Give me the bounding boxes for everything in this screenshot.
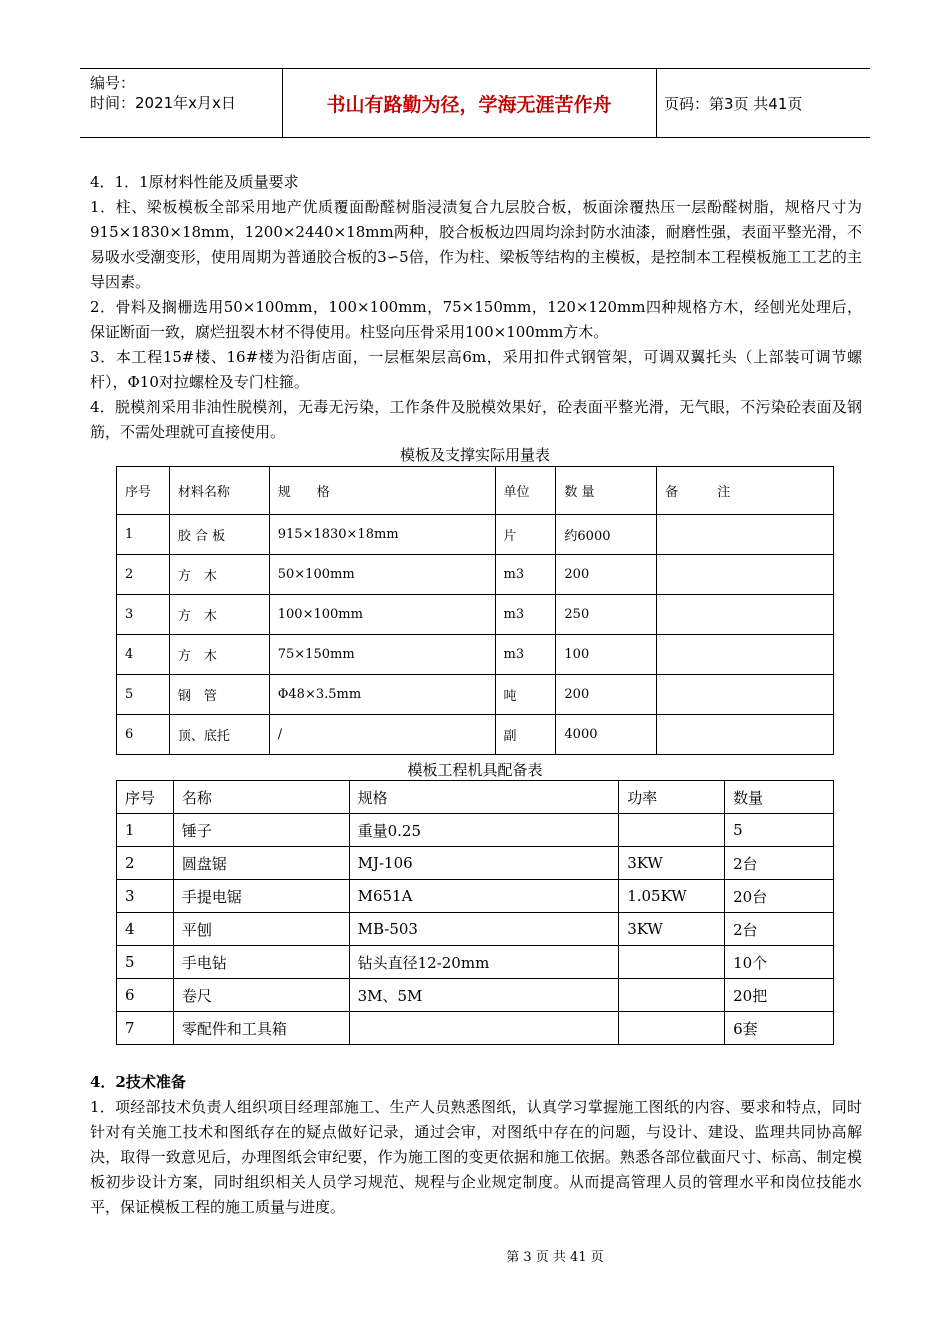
table-cell: 100 (556, 635, 657, 675)
header-cell: 规 格 (269, 467, 495, 515)
paragraph-2: 2．骨料及搁栅选用50×100mm，100×100mm，75×150mm，120×120mm四种规格方木，经刨光处理后，保证断面一致，腐烂扭裂木材不得使用。柱竖向压骨采用100×100mm方木。 (90, 298, 862, 341)
header-cell: 材料名称 (169, 467, 269, 515)
table-cell: 5 (117, 946, 174, 979)
table-row (117, 979, 834, 1012)
table-cell (349, 1012, 619, 1045)
section-heading-411: 4．1．1原材料性能及质量要求 (90, 173, 299, 191)
table-cell: 副 (495, 715, 556, 755)
table-cell: 方 木 (169, 595, 269, 635)
table-cell: 重量0.25 (349, 814, 619, 847)
table-cell: m3 (495, 635, 556, 675)
header-meta (80, 69, 283, 137)
table-cell (619, 814, 725, 847)
header-cell: 单位 (495, 467, 556, 515)
table-row (117, 675, 834, 715)
header-cell: 序号 (117, 781, 174, 814)
header-cell: 规格 (349, 781, 619, 814)
table-cell: / (269, 715, 495, 755)
table-cell: 吨 (495, 675, 556, 715)
page-header (80, 68, 870, 138)
table-row (117, 847, 834, 880)
table-cell: 200 (556, 555, 657, 595)
table-cell: 5 (117, 675, 170, 715)
table-row (117, 880, 834, 913)
section-heading-42: 4．2技术准备 (90, 1073, 186, 1091)
table-cell: 片 (495, 515, 556, 555)
table-cell: 3M、5M (349, 979, 619, 1012)
table-cell: M651A (349, 880, 619, 913)
table-cell (657, 675, 834, 715)
table1-title: 模板及支撑实际用量表 (399, 446, 550, 464)
header-cell: 功率 (619, 781, 725, 814)
header-cell: 备 注 (657, 467, 834, 515)
table-cell: 100×100mm (269, 595, 495, 635)
table-cell: 顶、底托 (169, 715, 269, 755)
table-cell: m3 (495, 595, 556, 635)
header-page-label: 页码：第3页 共41页 (664, 95, 803, 113)
table-cell: 4 (117, 635, 170, 675)
table-cell: 3KW (619, 847, 725, 880)
table-cell (657, 555, 834, 595)
table-cell: 3KW (619, 913, 725, 946)
table-cell: 圆盘锯 (173, 847, 349, 880)
table-cell: 胶 合 板 (169, 515, 269, 555)
table-row (117, 946, 834, 979)
table-cell: m3 (495, 555, 556, 595)
table-cell: 2 (117, 555, 170, 595)
table-cell: 手提电锯 (173, 880, 349, 913)
table-cell: 手电钻 (173, 946, 349, 979)
table-cell (657, 635, 834, 675)
table-cell: 1.05KW (619, 880, 725, 913)
header-cell: 序号 (117, 467, 170, 515)
paragraph-5: 1．项经部技术负责人组织项目经理部施工、生产人员熟悉图纸，认真学习掌握施工图纸的内容、要求和特点，同时针对有关施工技术和图纸存在的疑点做好记录，通过会审，对图纸中存在的问题，与设计、建设、监理共同协高解决，取得一致意见后，办理图纸会审纪要，作为施工图的变更依据和施工依据。熟悉各部位截面尺寸、标高、制定模板初步设计方案，同时组织相关人员学习规范、规程与企业规定制度。从而提高管理人员的管理水平和岗位技能水平，保证模板工程的施工质量与进度。 (90, 1098, 862, 1216)
header-cell: 名称 (173, 781, 349, 814)
table-cell: 75×150mm (269, 635, 495, 675)
table-cell: MJ-106 (349, 847, 619, 880)
table-cell: 4000 (556, 715, 657, 755)
table-cell: 4 (117, 913, 174, 946)
table-cell: 5 (725, 814, 834, 847)
header-cell: 数量 (725, 781, 834, 814)
table2-title: 模板工程机具配备表 (407, 761, 543, 779)
table-cell: 卷尺 (173, 979, 349, 1012)
table-cell: 7 (117, 1012, 174, 1045)
table-cell: 250 (556, 595, 657, 635)
table-cell: 6 (117, 715, 170, 755)
table-cell (657, 515, 834, 555)
table-cell: 平刨 (173, 913, 349, 946)
table-cell: 200 (556, 675, 657, 715)
time-label: 时间：2021年x月x日 (90, 94, 236, 112)
table-header-row (117, 781, 834, 814)
table-cell: 钻头直径12-20mm (349, 946, 619, 979)
table-cell: 10个 (725, 946, 834, 979)
paragraph-3: 3．本工程15#楼、16#楼为沿街店面，一层框架层高6m，采用扣件式钢管架，可调双翼托头（上部装可调节螺杆），Φ10对拉螺栓及专门柱箍。 (90, 348, 862, 391)
table-cell (657, 715, 834, 755)
table-cell: 方 木 (169, 555, 269, 595)
table-cell: 约6000 (556, 515, 657, 555)
table-cell (619, 979, 725, 1012)
table-header-row (117, 467, 834, 515)
page-footer: 第 3 页 共 41 页 (506, 1250, 604, 1265)
header-cell: 数 量 (556, 467, 657, 515)
table-cell: 零配件和工具箱 (173, 1012, 349, 1045)
materials-table (116, 466, 834, 755)
table-cell (619, 946, 725, 979)
table-cell: 6 (117, 979, 174, 1012)
header-motto: 书山有路勤为径，学海无涯苦作舟 (282, 69, 657, 137)
table-cell: 2台 (725, 913, 834, 946)
table-cell: 2台 (725, 847, 834, 880)
table-cell: 钢 管 (169, 675, 269, 715)
table-cell (657, 595, 834, 635)
table-cell: 3 (117, 595, 170, 635)
table-cell: 1 (117, 515, 170, 555)
table-cell: 1 (117, 814, 174, 847)
table-cell: 6套 (725, 1012, 834, 1045)
table-row (117, 1012, 834, 1045)
paragraph-1: 1．柱、梁板模板全部采用地产优质覆面酚醛树脂浸渍复合九层胶合板，板面涂覆热压一层酚醛树脂，规格尺寸为915×1830×18mm，1200×2440×18mm两种，胶合板板边四周均涂封防水油漆，耐磨性强，表面平整光滑，不易吸水受潮变形，使用周期为普通胶合板的3∽5倍，作为柱、梁板等结构的主模板，是控制本工程模板施工工艺的主导因素。 (90, 198, 862, 291)
table-cell: 2 (117, 847, 174, 880)
table-cell: 915×1830×18mm (269, 515, 495, 555)
tools-table (116, 780, 834, 1045)
table-row (117, 595, 834, 635)
table-row (117, 913, 834, 946)
table-cell: MB-503 (349, 913, 619, 946)
table-cell: 3 (117, 880, 174, 913)
table-cell: 20把 (725, 979, 834, 1012)
table-row (117, 715, 834, 755)
table-cell: 50×100mm (269, 555, 495, 595)
table-cell (619, 1012, 725, 1045)
table-row (117, 515, 834, 555)
table-row (117, 555, 834, 595)
table-row (117, 814, 834, 847)
table-cell: Φ48×3.5mm (269, 675, 495, 715)
table-cell: 方 木 (169, 635, 269, 675)
table-cell: 锤子 (173, 814, 349, 847)
paragraph-4: 4．脱模剂采用非油性脱模剂，无毒无污染，工作条件及脱模效果好，砼表面平整光滑，无气眼，不污染砼表面及钢筋，不需处理就可直接使用。 (90, 398, 862, 441)
number-label: 编号： (90, 74, 136, 92)
table-row (117, 635, 834, 675)
table-cell: 20台 (725, 880, 834, 913)
